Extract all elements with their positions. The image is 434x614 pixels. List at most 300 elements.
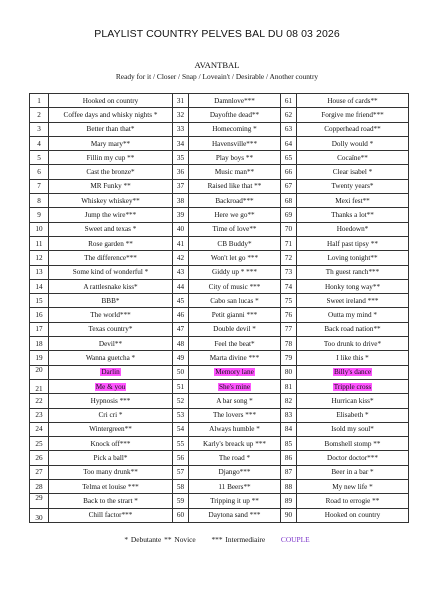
dance-number: 71 bbox=[281, 236, 297, 250]
dance-title: Elisabeth * bbox=[336, 411, 369, 420]
table-row bbox=[30, 165, 409, 179]
dance-title: The lovers *** bbox=[212, 411, 257, 420]
dance-title-cell bbox=[189, 508, 281, 522]
dance-title-cell bbox=[49, 165, 173, 179]
dance-number: 42 bbox=[173, 251, 189, 265]
dance-number: 24 bbox=[30, 422, 49, 436]
dance-title: Hoedown* bbox=[336, 225, 369, 234]
dance-number: 58 bbox=[173, 480, 189, 494]
dance-number: 55 bbox=[173, 437, 189, 451]
dance-title: Beer in a bar * bbox=[331, 468, 374, 477]
dance-title: Raised like that ** bbox=[207, 182, 262, 191]
dance-number: 12 bbox=[30, 251, 49, 265]
dance-title-cell bbox=[189, 322, 281, 336]
table-row bbox=[30, 465, 409, 479]
dance-number: 29 bbox=[30, 494, 49, 508]
dance-number: 3 bbox=[30, 122, 49, 136]
dance-number: 13 bbox=[30, 265, 49, 279]
dance-title-cell bbox=[297, 208, 409, 222]
dance-title-cell bbox=[189, 408, 281, 422]
dance-number: 68 bbox=[281, 194, 297, 208]
dance-title-cell bbox=[49, 279, 173, 293]
dance-title-cell bbox=[297, 108, 409, 122]
dance-number: 49 bbox=[173, 351, 189, 365]
dance-title-cell bbox=[189, 251, 281, 265]
dance-title: Bomshell stomp ** bbox=[324, 439, 381, 448]
dance-title-cell bbox=[297, 308, 409, 322]
dance-title-cell bbox=[297, 294, 409, 308]
dance-title-cell bbox=[49, 265, 173, 279]
dance-title: Music man** bbox=[214, 168, 255, 177]
dance-title: Won't let go *** bbox=[210, 253, 259, 262]
legend-debutante: * Debutante bbox=[124, 535, 162, 544]
dance-title-cell bbox=[297, 508, 409, 522]
dance-title: Dayofthe dead** bbox=[209, 110, 260, 119]
dance-title-cell bbox=[189, 365, 281, 379]
dance-title: Outta my mind * bbox=[328, 311, 377, 320]
dance-title-cell bbox=[297, 465, 409, 479]
dance-title: Petit gianni *** bbox=[211, 311, 258, 320]
dance-title-cell bbox=[189, 379, 281, 393]
dance-number: 60 bbox=[173, 508, 189, 522]
dance-number: 77 bbox=[281, 322, 297, 336]
dance-title: Too drunk to drive* bbox=[323, 339, 382, 348]
dance-title-cell bbox=[297, 236, 409, 250]
table-row bbox=[30, 194, 409, 208]
dance-title-cell bbox=[189, 179, 281, 193]
dance-number: 78 bbox=[281, 337, 297, 351]
couple-dance-title: She's mine bbox=[218, 382, 251, 391]
dance-title: A rattlesnake kiss* bbox=[83, 282, 138, 291]
dance-title: Feel the beat* bbox=[214, 339, 255, 348]
table-row bbox=[30, 136, 409, 150]
dance-title-cell bbox=[189, 194, 281, 208]
dance-number: 69 bbox=[281, 208, 297, 222]
dance-number: 45 bbox=[173, 294, 189, 308]
table-row bbox=[30, 480, 409, 494]
dance-number: 51 bbox=[173, 379, 189, 393]
dance-title-cell bbox=[297, 437, 409, 451]
dance-number: 17 bbox=[30, 322, 49, 336]
dance-title-cell bbox=[297, 265, 409, 279]
dance-number: 85 bbox=[281, 437, 297, 451]
table-row bbox=[30, 308, 409, 322]
dance-title: The difference*** bbox=[84, 253, 137, 262]
dance-title: Clear isabel * bbox=[332, 168, 373, 177]
dance-title-cell bbox=[297, 94, 409, 108]
legend-couple: COUPLE bbox=[280, 535, 310, 544]
dance-number: 7 bbox=[30, 179, 49, 193]
dance-title-cell bbox=[49, 194, 173, 208]
dance-number: 46 bbox=[173, 308, 189, 322]
dance-number: 62 bbox=[281, 108, 297, 122]
dance-title-cell bbox=[189, 480, 281, 494]
dance-number: 73 bbox=[281, 265, 297, 279]
dance-title-cell bbox=[189, 236, 281, 250]
legend-intermediaire: *** Intermediaire bbox=[211, 535, 266, 544]
dance-title: Jump the wire*** bbox=[84, 211, 137, 220]
dance-number: 25 bbox=[30, 437, 49, 451]
dance-title: Some kind of wonderful * bbox=[72, 268, 149, 277]
table-row bbox=[30, 236, 409, 250]
dance-title: Wintergreen** bbox=[89, 425, 132, 434]
table-row bbox=[30, 151, 409, 165]
dance-number: 72 bbox=[281, 251, 297, 265]
table-row bbox=[30, 208, 409, 222]
dance-title: Chill factor*** bbox=[88, 511, 133, 520]
dance-title: Half past tipsy ** bbox=[327, 239, 378, 248]
dance-number: 15 bbox=[30, 294, 49, 308]
dance-number: 9 bbox=[30, 208, 49, 222]
dance-title: Dolly would * bbox=[331, 139, 374, 148]
dance-title-cell bbox=[49, 251, 173, 265]
dance-title: Knock off*** bbox=[90, 439, 131, 448]
dance-number: 84 bbox=[281, 422, 297, 436]
dance-title-cell bbox=[49, 122, 173, 136]
dance-title: Sweet ireland *** bbox=[326, 296, 379, 305]
table-row bbox=[30, 94, 409, 108]
dance-number: 64 bbox=[281, 136, 297, 150]
dance-title: MR Funky ** bbox=[90, 182, 131, 191]
dance-number: 4 bbox=[30, 136, 49, 150]
dance-number: 57 bbox=[173, 465, 189, 479]
table-row bbox=[30, 351, 409, 365]
dance-title: Hooked on country bbox=[324, 511, 381, 520]
dance-title: Loving tonight** bbox=[327, 253, 378, 262]
dance-title: Road to errogie ** bbox=[325, 496, 380, 505]
dance-title: Homecoming * bbox=[212, 125, 257, 134]
table-row bbox=[30, 494, 409, 508]
dance-title: Coffee days and whisky nights * bbox=[63, 110, 158, 119]
couple-dance-title: Me & you bbox=[95, 382, 126, 391]
dance-title-cell bbox=[189, 136, 281, 150]
dance-title: Copperhead road** bbox=[324, 125, 381, 134]
dance-title-cell bbox=[189, 437, 281, 451]
dance-title: A bar song * bbox=[216, 396, 253, 405]
dance-number: 81 bbox=[281, 379, 297, 393]
dance-title-cell bbox=[189, 465, 281, 479]
dance-number: 21 bbox=[30, 379, 49, 393]
dance-title: Better than that* bbox=[86, 125, 135, 134]
dance-title: Forgive me friend*** bbox=[321, 110, 384, 119]
dance-title: Whiskey whiskey** bbox=[81, 196, 140, 205]
dance-title-cell bbox=[49, 394, 173, 408]
table-row bbox=[30, 179, 409, 193]
dance-title: Doctor doctor*** bbox=[327, 454, 378, 463]
dance-title: Cocaïne** bbox=[337, 153, 368, 162]
dance-title-cell bbox=[49, 422, 173, 436]
dance-title-cell bbox=[297, 165, 409, 179]
dance-title-cell bbox=[297, 394, 409, 408]
dance-title-cell bbox=[189, 337, 281, 351]
dance-title-cell bbox=[297, 451, 409, 465]
dance-number: 89 bbox=[281, 494, 297, 508]
dance-title-cell bbox=[189, 265, 281, 279]
table-row bbox=[30, 365, 409, 379]
dance-title-cell bbox=[49, 437, 173, 451]
dance-title: Sweet and texas * bbox=[84, 225, 137, 234]
dance-title: Devil** bbox=[98, 339, 123, 348]
dance-title-cell bbox=[49, 222, 173, 236]
dance-number: 30 bbox=[30, 508, 49, 522]
dance-title-cell bbox=[297, 408, 409, 422]
dance-number: 83 bbox=[281, 408, 297, 422]
dance-number: 40 bbox=[173, 222, 189, 236]
dance-number: 37 bbox=[173, 179, 189, 193]
dance-title: Pick a ball* bbox=[93, 454, 128, 463]
dance-number: 31 bbox=[173, 94, 189, 108]
dance-number: 67 bbox=[281, 179, 297, 193]
dance-number: 10 bbox=[30, 222, 49, 236]
dance-title: Cri cri * bbox=[98, 411, 123, 420]
dance-title: Marta divine *** bbox=[209, 353, 260, 362]
dance-title: My new life * bbox=[332, 482, 373, 491]
dance-title: Mexi fest** bbox=[335, 196, 370, 205]
dance-title-cell bbox=[297, 122, 409, 136]
dance-title-cell bbox=[189, 308, 281, 322]
dance-title: BBB* bbox=[101, 296, 120, 305]
dance-title-cell bbox=[49, 94, 173, 108]
dance-title: Rose garden ** bbox=[88, 239, 133, 248]
dance-title-cell bbox=[49, 408, 173, 422]
dance-number: 70 bbox=[281, 222, 297, 236]
dance-title: Giddy up * *** bbox=[212, 268, 257, 277]
dance-title-cell bbox=[297, 480, 409, 494]
dance-title-cell bbox=[297, 136, 409, 150]
dance-number: 63 bbox=[281, 122, 297, 136]
dance-title: Hooked on country bbox=[82, 96, 139, 105]
table-row bbox=[30, 322, 409, 336]
dance-number: 38 bbox=[173, 194, 189, 208]
dance-number: 86 bbox=[281, 451, 297, 465]
dance-title: Time of love** bbox=[212, 225, 257, 234]
dance-number: 43 bbox=[173, 265, 189, 279]
dance-title-cell bbox=[297, 365, 409, 379]
dance-number: 5 bbox=[30, 151, 49, 165]
dance-title: Havensville*** bbox=[211, 139, 258, 148]
dance-number: 35 bbox=[173, 151, 189, 165]
table-row bbox=[30, 294, 409, 308]
dance-number: 16 bbox=[30, 308, 49, 322]
dance-title: Back road nation** bbox=[324, 325, 381, 334]
dance-number: 47 bbox=[173, 322, 189, 336]
level-legend bbox=[0, 535, 434, 544]
warmup-dance-list: Ready for it / Closer / Snap / Loveain't / Desirable / Another country bbox=[115, 72, 319, 81]
table-row bbox=[30, 451, 409, 465]
dance-number: 28 bbox=[30, 480, 49, 494]
dance-title-cell bbox=[189, 294, 281, 308]
dance-number: 80 bbox=[281, 365, 297, 379]
dance-title-cell bbox=[49, 365, 173, 379]
dance-title: Damnlove*** bbox=[214, 96, 255, 105]
dance-number: 75 bbox=[281, 294, 297, 308]
couple-dance-title: Darlin bbox=[101, 368, 120, 377]
dance-title: House of cards** bbox=[327, 96, 378, 105]
dance-number: 6 bbox=[30, 165, 49, 179]
couple-dance-title: Billy's dance bbox=[333, 368, 372, 377]
dance-number: 65 bbox=[281, 151, 297, 165]
dance-number: 50 bbox=[173, 365, 189, 379]
legend-novice: ** Novice bbox=[164, 535, 196, 544]
dance-title-cell bbox=[49, 465, 173, 479]
dance-number: 79 bbox=[281, 351, 297, 365]
dance-title-cell bbox=[49, 480, 173, 494]
table-row bbox=[30, 251, 409, 265]
dance-title: Twenty years* bbox=[331, 182, 374, 191]
dance-title-cell bbox=[49, 379, 173, 393]
dance-number: 14 bbox=[30, 279, 49, 293]
dance-number: 22 bbox=[30, 394, 49, 408]
dance-title: City of music *** bbox=[208, 282, 261, 291]
dance-title: Back to the strart * bbox=[83, 496, 138, 505]
dance-title: Thanks a lot** bbox=[331, 211, 374, 220]
dance-title-cell bbox=[189, 222, 281, 236]
dance-title-cell bbox=[49, 351, 173, 365]
dance-number: 76 bbox=[281, 308, 297, 322]
dance-number: 32 bbox=[173, 108, 189, 122]
dance-title: Cast the bronze* bbox=[86, 168, 135, 177]
dance-number: 66 bbox=[281, 165, 297, 179]
dance-title: Double devil * bbox=[213, 325, 256, 334]
dance-title: Fillin my cup ** bbox=[86, 153, 135, 162]
dance-number: 87 bbox=[281, 465, 297, 479]
dance-number: 44 bbox=[173, 279, 189, 293]
table-row bbox=[30, 422, 409, 436]
table-row bbox=[30, 394, 409, 408]
dance-title-cell bbox=[49, 208, 173, 222]
dance-title: Wanna guetcha * bbox=[85, 353, 136, 362]
dance-title: Cabo san lucas * bbox=[210, 296, 259, 305]
dance-title: CB Buddy* bbox=[217, 239, 252, 248]
dance-title-cell bbox=[49, 236, 173, 250]
dance-title-cell bbox=[189, 108, 281, 122]
dance-number: 18 bbox=[30, 337, 49, 351]
dance-title-cell bbox=[49, 337, 173, 351]
dance-number: 19 bbox=[30, 351, 49, 365]
dance-number: 26 bbox=[30, 451, 49, 465]
dance-title-cell bbox=[49, 151, 173, 165]
dance-title-cell bbox=[49, 108, 173, 122]
dance-number: 82 bbox=[281, 394, 297, 408]
dance-number: 8 bbox=[30, 194, 49, 208]
dance-title-cell bbox=[49, 179, 173, 193]
dance-title: Django*** bbox=[218, 468, 251, 477]
dance-title-cell bbox=[297, 322, 409, 336]
dance-title-cell bbox=[189, 94, 281, 108]
dance-title: Here we go** bbox=[214, 211, 255, 220]
page-title: PLAYLIST COUNTRY PELVES BAL DU 08 03 2026 bbox=[94, 28, 340, 40]
table-row bbox=[30, 279, 409, 293]
table-row bbox=[30, 108, 409, 122]
dance-title-cell bbox=[297, 422, 409, 436]
dance-title-cell bbox=[297, 251, 409, 265]
dance-title-cell bbox=[189, 451, 281, 465]
dance-number: 41 bbox=[173, 236, 189, 250]
dance-title-cell bbox=[49, 508, 173, 522]
dance-number: 56 bbox=[173, 451, 189, 465]
dance-title: The world*** bbox=[90, 311, 131, 320]
table-row bbox=[30, 508, 409, 522]
dance-number: 61 bbox=[281, 94, 297, 108]
table-row bbox=[30, 408, 409, 422]
dance-title-cell bbox=[49, 308, 173, 322]
dance-title: Backroad*** bbox=[215, 196, 254, 205]
dance-title: Isold my soul* bbox=[331, 425, 374, 434]
dance-title: Play boys ** bbox=[215, 153, 254, 162]
dance-number: 11 bbox=[30, 236, 49, 250]
dance-title-cell bbox=[297, 222, 409, 236]
dance-title: Telma et louise *** bbox=[82, 482, 139, 491]
dance-number: 2 bbox=[30, 108, 49, 122]
dance-title-cell bbox=[189, 351, 281, 365]
dance-number: 33 bbox=[173, 122, 189, 136]
dance-title-cell bbox=[189, 165, 281, 179]
dance-number: 34 bbox=[173, 136, 189, 150]
dance-title: The road * bbox=[218, 454, 251, 463]
couple-dance-title: Tripple cross bbox=[333, 382, 372, 391]
dance-title-cell bbox=[297, 379, 409, 393]
table-row bbox=[30, 379, 409, 393]
dance-title: Th guest ranch*** bbox=[325, 268, 380, 277]
dance-title-cell bbox=[189, 279, 281, 293]
dance-title: Mary mary** bbox=[90, 139, 131, 148]
dance-number: 36 bbox=[173, 165, 189, 179]
dance-title-cell bbox=[297, 337, 409, 351]
dance-number: 53 bbox=[173, 408, 189, 422]
dance-number: 39 bbox=[173, 208, 189, 222]
playlist-table-body bbox=[30, 94, 409, 523]
dance-title: Honky tong way** bbox=[324, 282, 381, 291]
table-row bbox=[30, 222, 409, 236]
table-row bbox=[30, 337, 409, 351]
dance-title-cell bbox=[189, 394, 281, 408]
dance-title-cell bbox=[297, 151, 409, 165]
dance-number: 1 bbox=[30, 94, 49, 108]
dance-title-cell bbox=[49, 494, 173, 508]
dance-title-cell bbox=[189, 422, 281, 436]
dance-title-cell bbox=[49, 451, 173, 465]
dance-title-cell bbox=[189, 122, 281, 136]
dance-title-cell bbox=[297, 194, 409, 208]
dance-title-cell bbox=[49, 322, 173, 336]
dance-number: 20 bbox=[30, 365, 49, 379]
playlist-table bbox=[29, 93, 409, 523]
dance-title-cell bbox=[189, 208, 281, 222]
dance-number: 48 bbox=[173, 337, 189, 351]
dance-title-cell bbox=[189, 494, 281, 508]
dance-title-cell bbox=[49, 294, 173, 308]
dance-title: Hypnosis *** bbox=[90, 396, 131, 405]
dance-number: 52 bbox=[173, 394, 189, 408]
dance-number: 90 bbox=[281, 508, 297, 522]
dance-number: 59 bbox=[173, 494, 189, 508]
dance-title-cell bbox=[297, 494, 409, 508]
dance-number: 74 bbox=[281, 279, 297, 293]
dance-title: I like this * bbox=[336, 353, 369, 362]
table-row bbox=[30, 437, 409, 451]
dance-title: Too many drunk** bbox=[83, 468, 138, 477]
table-row bbox=[30, 122, 409, 136]
dance-title-cell bbox=[49, 136, 173, 150]
dance-title: 11 Beers** bbox=[218, 482, 251, 491]
dance-title: Daytona sand *** bbox=[208, 511, 261, 520]
dance-title: Texas country* bbox=[88, 325, 133, 334]
section-subtitle: AVANTBAL bbox=[194, 60, 240, 70]
dance-title: Karly's breack up *** bbox=[203, 439, 266, 448]
dance-title: Tripping it up ** bbox=[210, 496, 259, 505]
dance-number: 23 bbox=[30, 408, 49, 422]
dance-title-cell bbox=[189, 151, 281, 165]
